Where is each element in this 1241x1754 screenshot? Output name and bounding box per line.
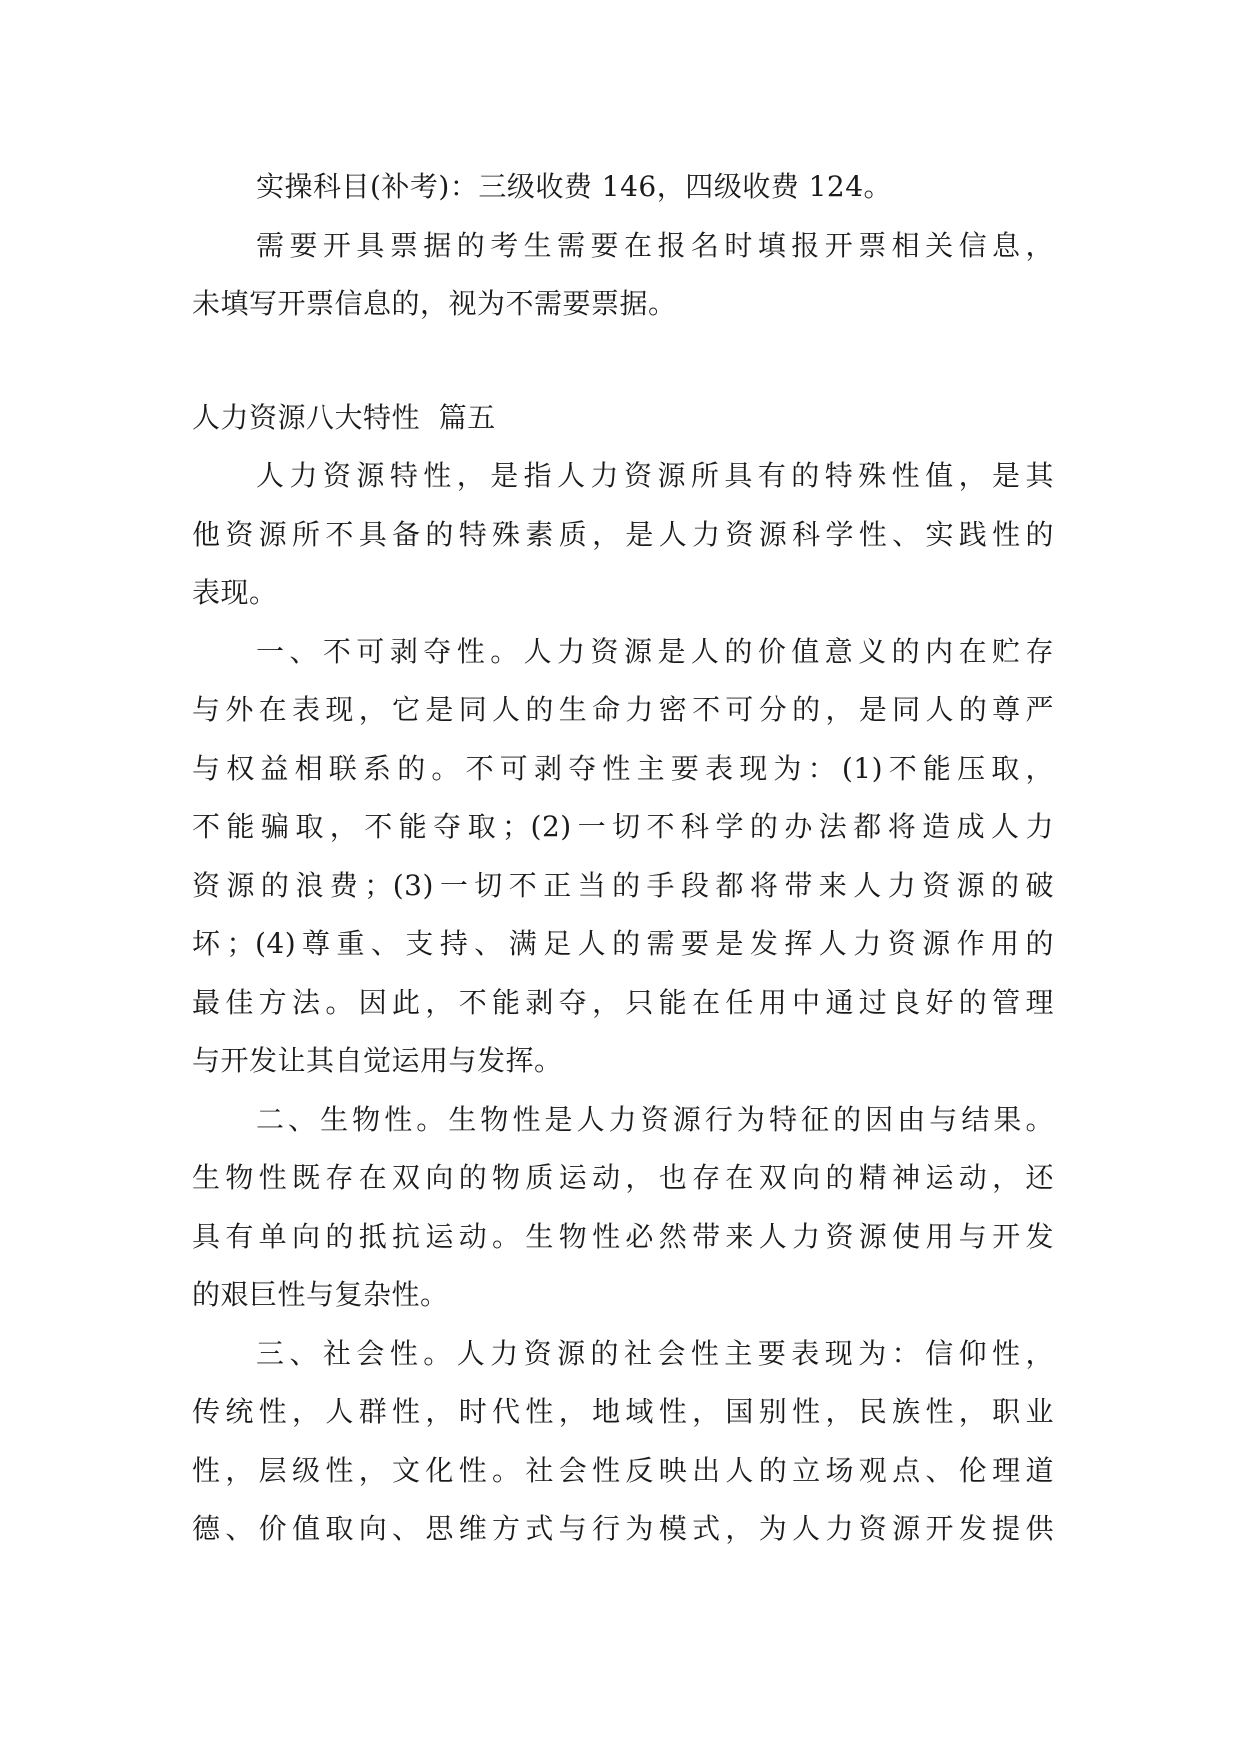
section-spacer [192, 334, 1054, 389]
text-line: 坏；(4)尊重、支持、满足人的需要是发挥人力资源作用的 [192, 927, 1054, 960]
text-line: 人力资源特性，是指人力资源所具有的特殊性值，是其 [256, 459, 1054, 492]
text-line: 的艰巨性与复杂性。 [192, 1278, 449, 1311]
text-line: 性，层级性，文化性。社会性反映出人的立场观点、伦理道 [192, 1453, 1054, 1487]
text-line: 他资源所不具备的特殊素质，是人力资源科学性、实践性的 [192, 517, 1054, 551]
paragraph-social [192, 1325, 1054, 1559]
text-line: 与外在表现，它是同人的生命力密不可分的，是同人的尊严 [192, 693, 1054, 726]
paragraph-intro [192, 447, 1054, 623]
text-line: 与开发让其自觉运用与发挥。 [192, 1044, 563, 1077]
text-line: 二、生物性。生物性是人力资源行为特征的因由与结果。 [256, 1102, 1054, 1136]
paragraph-invoice-note [192, 217, 1054, 334]
paragraph-inalienability [192, 623, 1054, 1091]
text-line: 具有单向的抵抗运动。生物性必然带来人力资源使用与开发 [192, 1219, 1054, 1253]
text-line: 德、价值取向、思维方式与行为模式，为人力资源开发提供 [192, 1512, 1054, 1545]
text-line: 传统性，人群性，时代性，地域性，国别性，民族性，职业 [192, 1395, 1054, 1428]
text-line: 生物性既存在双向的物质运动，也存在双向的精神运动，还 [192, 1161, 1054, 1194]
text-line: 表现。 [192, 576, 278, 609]
text-line: 未填写开票信息的，视为不需要票据。 [192, 287, 677, 320]
text-line: 一、不可剥夺性。人力资源是人的价值意义的内在贮存 [256, 634, 1054, 668]
paragraph-biological [192, 1091, 1054, 1325]
paragraph-exam-fee [192, 158, 1054, 217]
text-line: 资源的浪费；(3)一切不正当的手段都将带来人力资源的破 [192, 868, 1054, 902]
text-line: 最佳方法。因此，不能剥夺，只能在任用中通过良好的管理 [192, 985, 1054, 1019]
text-line: 需要开具票据的考生需要在报名时填报开票相关信息， [256, 228, 1054, 262]
text-line: 实操科目(补考)：三级收费 146，四级收费 124。 [256, 170, 893, 203]
text-line: 三、社会性。人力资源的社会性主要表现为：信仰性， [256, 1336, 1054, 1370]
section-heading: 人力资源八大特性 篇五 [192, 400, 496, 434]
document-page [192, 158, 1054, 1559]
text-line: 与权益相联系的。不可剥夺性主要表现为：(1)不能压取， [192, 751, 1054, 785]
text-line: 不能骗取，不能夺取；(2)一切不科学的办法都将造成人力 [192, 810, 1054, 843]
